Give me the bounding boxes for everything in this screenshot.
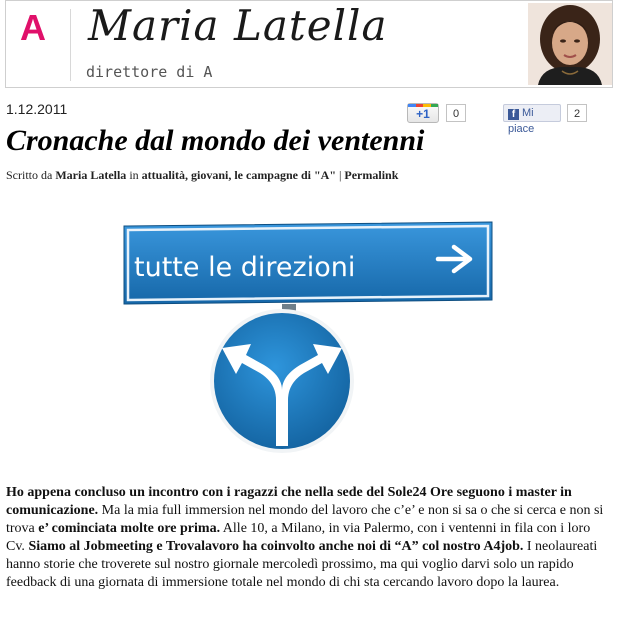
plus-one-label: +1 — [416, 107, 430, 121]
body-part-1: Ho appena concluso un incontro con i ragazzi che nella sede del Sole24 Ore seguono i master in comunicazione. — [6, 485, 572, 518]
body-part-4: Alle 10, a Milano, in via Palermo, con i ventenni in fila con i loro Cv. — [6, 521, 591, 554]
sign-text: tutte le direzioni — [134, 252, 356, 283]
body-part-6: I neolaureati hanno storie che troverete sul nostro giornale mercoledì prossimo, ma qui voglio darvi solo un rapido feedback di una giornata di immersione totale nel mondo di chi sta cercando lavoro dopo la laurea. — [6, 539, 598, 590]
category-links[interactable]: attualità, giovani, le campagne di "A" — [141, 168, 336, 182]
a-logo-icon[interactable] — [18, 9, 54, 45]
like-label: Mi piace — [508, 107, 535, 135]
permalink-link[interactable]: Permalink — [344, 168, 399, 182]
svg-text:A: A — [20, 9, 46, 45]
post-byline — [6, 168, 398, 183]
post-body — [6, 484, 606, 592]
byline-prefix: Scritto da — [6, 168, 53, 182]
plus-one-count: 0 — [446, 104, 466, 122]
blog-header — [5, 0, 613, 88]
like-count: 2 — [567, 104, 587, 122]
plus-one-color-bar — [408, 104, 438, 107]
google-plus-one-button[interactable] — [407, 103, 439, 123]
facebook-icon: f — [508, 109, 519, 120]
author-link[interactable]: Maria Latella — [55, 168, 127, 182]
header-divider — [70, 9, 71, 81]
byline-separator: | — [338, 168, 342, 182]
body-part-5: Siamo al Jobmeeting e Trovalavoro ha coinvolto anche noi di “A” col nostro A4job. — [28, 539, 524, 554]
post-title[interactable]: Cronache dal mondo dei ventenni — [6, 124, 425, 157]
blog-subtitle: direttore di A — [86, 63, 213, 81]
road-sign-image — [120, 218, 496, 463]
body-part-3: e’ cominciata molte ore prima. — [38, 521, 221, 536]
blog-title[interactable]: Maria Latella — [88, 1, 388, 50]
facebook-like-button[interactable] — [503, 104, 561, 135]
author-portrait — [528, 3, 612, 85]
byline-in: in — [129, 168, 139, 182]
post-date: 1.12.2011 — [6, 101, 68, 117]
body-part-2: Ma la mia full immersion nel mondo del lavoro che c’e’ e non si sa o che si cerca e non si trova — [6, 503, 604, 536]
